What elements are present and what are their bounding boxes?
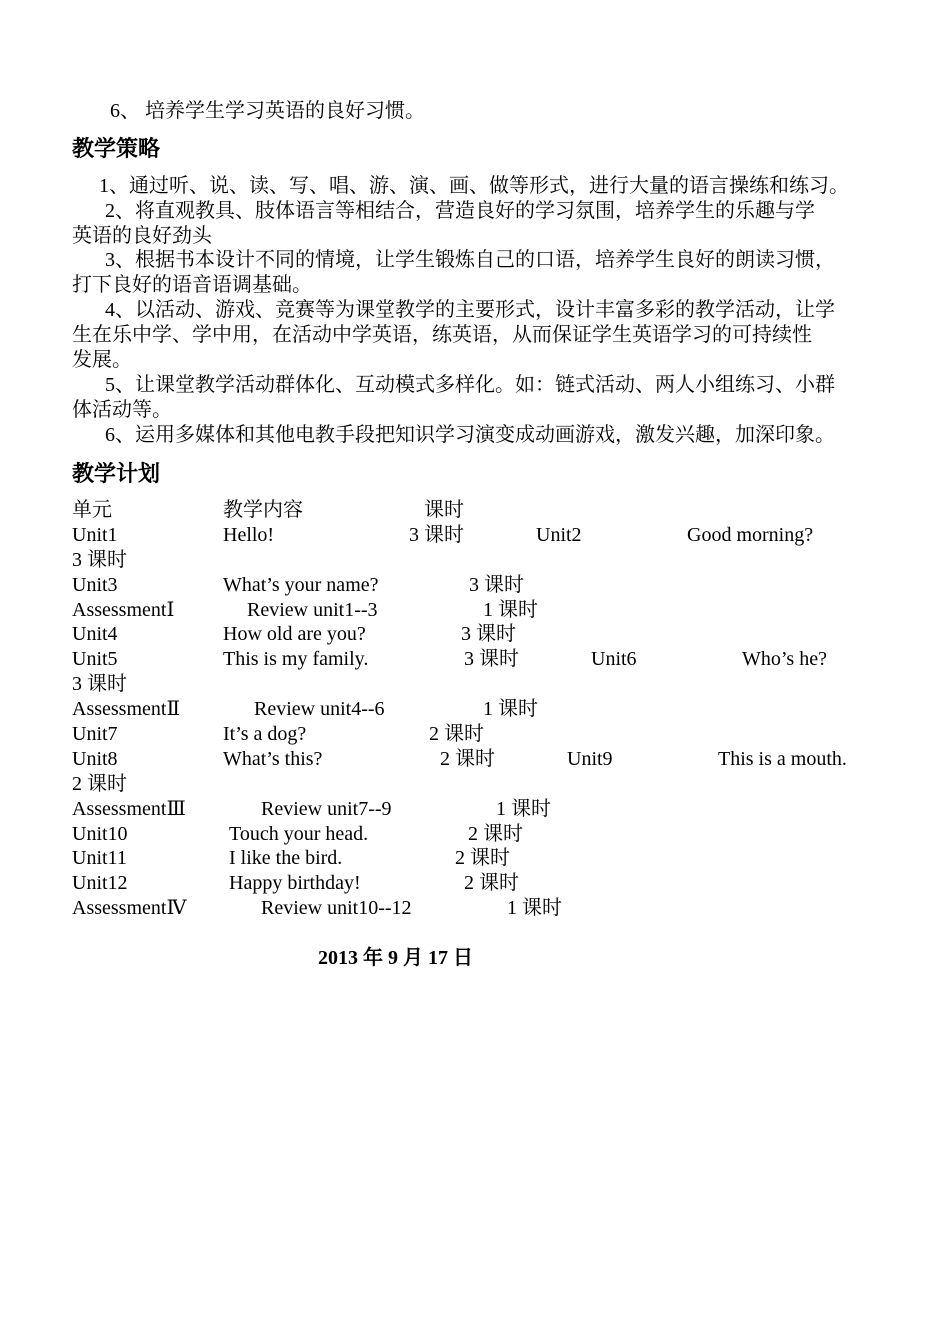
plan-hours: 1 课时: [483, 698, 538, 720]
plan-content: Review unit7--9: [261, 798, 392, 820]
plan-row: [0, 871, 950, 896]
plan-header-content: 教学内容: [223, 499, 303, 521]
document-date: 2013 年 9 月 17 日: [318, 947, 473, 969]
plan-hours: 3 课时: [461, 623, 516, 645]
plan-unit: Unit7: [72, 723, 118, 745]
plan-row: [0, 672, 950, 697]
plan-content: I like the bird.: [229, 847, 343, 869]
plan-unit: Unit10: [72, 823, 128, 845]
plan-content: Happy birthday!: [229, 872, 361, 894]
plan-heading: 教学计划: [72, 462, 161, 487]
plan-unit: Unit1: [72, 524, 118, 546]
plan-content: How old are you?: [223, 623, 366, 645]
strategy-line-6: 6、运用多媒体和其他电教手段把知识学习演变成动画游戏，激发兴趣，加深印象。: [105, 424, 835, 446]
plan-unit: Unit4: [72, 623, 118, 645]
plan-hours: 2 课时: [429, 723, 484, 745]
plan-header-hours: 课时: [424, 499, 464, 521]
strategy-line-2-cont: 英语的良好劲头: [72, 225, 212, 247]
plan-content: Good morning?: [687, 524, 814, 546]
plan-content: It’s a dog?: [223, 723, 307, 745]
strategy-line-3: 3、根据书本设计不同的情境，让学生锻炼自己的口语，培养学生良好的朗读习惯，: [105, 249, 835, 271]
plan-hours: 2 课时: [440, 748, 495, 770]
plan-hours: 3 课时: [464, 648, 519, 670]
strategy-line-4-end: 发展。: [72, 349, 132, 371]
plan-row: [0, 797, 950, 822]
plan-content: What’s this?: [223, 748, 323, 770]
plan-content: This is a mouth.: [718, 748, 847, 770]
plan-row: [0, 647, 950, 672]
strategy-line-3-cont: 打下良好的语音语调基础。: [72, 274, 312, 296]
plan-row: [0, 822, 950, 847]
plan-hours: 2 课时: [468, 823, 523, 845]
plan-row: [0, 622, 950, 647]
plan-unit: Unit5: [72, 648, 118, 670]
plan-hours: 3 课时: [72, 673, 127, 695]
plan-hours: 3 课时: [409, 524, 464, 546]
plan-row: [0, 523, 950, 548]
strategy-line-5-cont: 体活动等。: [72, 399, 172, 421]
plan-content: What’s your name?: [223, 574, 379, 596]
plan-hours: 3 课时: [72, 549, 127, 571]
plan-hours: 1 课时: [496, 798, 551, 820]
plan-content: Review unit4--6: [254, 698, 385, 720]
plan-row: [0, 697, 950, 722]
plan-unit: Unit6: [591, 648, 637, 670]
plan-unit: AssessmentⅢ: [72, 798, 186, 820]
plan-row: [0, 772, 950, 797]
plan-hours: 2 课时: [72, 773, 127, 795]
plan-row: [0, 846, 950, 871]
plan-header-row: [0, 498, 950, 523]
strategy-line-1: 1、通过听、说、读、写、唱、游、演、画、做等形式，进行大量的语言操练和练习。: [99, 175, 849, 197]
goal-item-6: 6、 培养学生学习英语的良好习惯。: [110, 100, 425, 122]
plan-unit: Unit12: [72, 872, 128, 894]
strategy-line-4: 4、以活动、游戏、竞赛等为课堂教学的主要形式，设计丰富多彩的教学活动，让学: [105, 299, 835, 321]
strategy-line-4-cont: 生在乐中学、学中用，在活动中学英语，练英语，从而保证学生英语学习的可持续性: [72, 324, 812, 346]
plan-unit: Unit9: [567, 748, 613, 770]
plan-unit: AssessmentⅡ: [72, 698, 181, 720]
strategy-heading: 教学策略: [72, 137, 161, 162]
plan-row: [0, 598, 950, 623]
plan-content: Touch your head.: [229, 823, 369, 845]
strategy-line-2: 2、将直观教具、肢体语言等相结合，营造良好的学习氛围，培养学生的乐趣与学: [105, 200, 815, 222]
plan-unit: Unit3: [72, 574, 118, 596]
plan-content: Hello!: [223, 524, 275, 546]
plan-content: Review unit1--3: [247, 599, 378, 621]
strategy-line-5: 5、让课堂教学活动群体化、互动模式多样化。如：链式活动、两人小组练习、小群: [105, 374, 835, 396]
plan-row: [0, 896, 950, 921]
plan-row: [0, 548, 950, 573]
plan-content: This is my family.: [223, 648, 369, 670]
plan-row: [0, 573, 950, 598]
plan-content: Who’s he?: [742, 648, 827, 670]
plan-header-unit: 单元: [72, 499, 112, 521]
plan-hours: 1 课时: [483, 599, 538, 621]
plan-row: [0, 747, 950, 772]
plan-hours: 3 课时: [469, 574, 524, 596]
plan-unit: AssessmentⅠ: [72, 599, 175, 621]
plan-row: [0, 722, 950, 747]
plan-hours: 2 课时: [464, 872, 519, 894]
plan-content: Review unit10--12: [261, 897, 412, 919]
plan-unit: Unit11: [72, 847, 127, 869]
plan-hours: 2 课时: [455, 847, 510, 869]
plan-unit: Unit8: [72, 748, 118, 770]
plan-unit: AssessmentⅣ: [72, 897, 187, 919]
plan-unit: Unit2: [536, 524, 582, 546]
plan-hours: 1 课时: [507, 897, 562, 919]
